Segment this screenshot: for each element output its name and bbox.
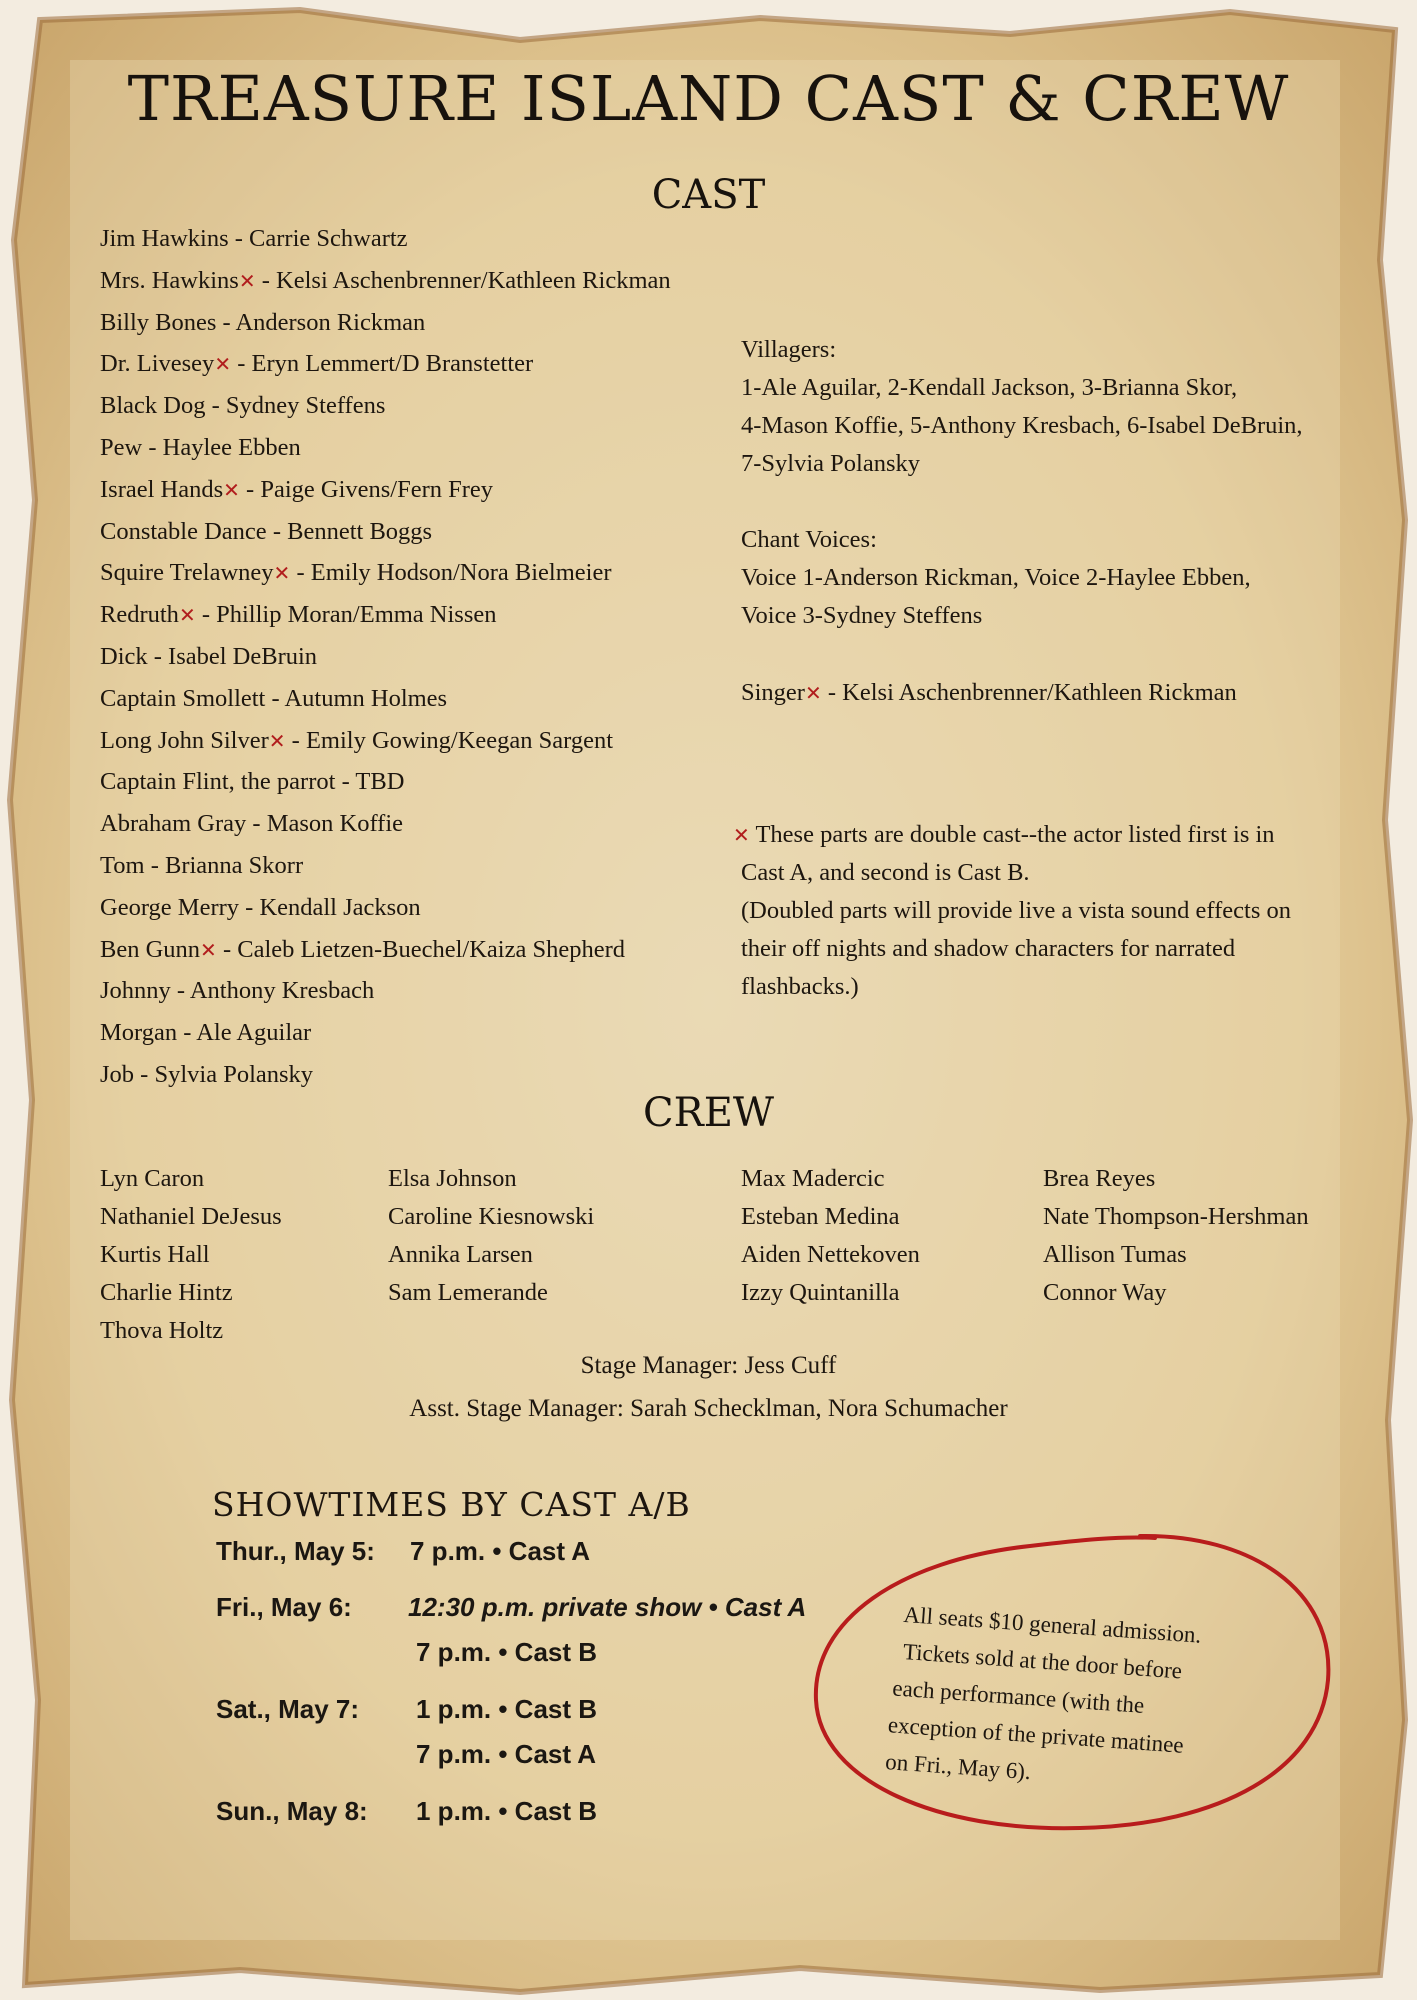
double-cast-note: ✕ These parts are double cast--the actor listed first is in Cast A, and second is Cast B. (Doubled parts will provide live a vista sound effects on their off nights and shadow characters for narrated flashbacks.) — [733, 821, 1291, 1000]
singer-line: Singer✕ - Kelsi Aschenbrenner/Kathleen Rickman — [741, 679, 1237, 706]
crew-column — [100, 1160, 282, 1350]
page-title: TREASURE ISLAND CAST & CREW — [127, 62, 1290, 135]
cast-row: Johnny - Anthony Kresbach — [100, 977, 375, 1005]
crew-member: Sam Lemerande — [388, 1279, 548, 1306]
crew-member: Esteban Medina — [741, 1203, 900, 1230]
villagers-line: 4-Mason Koffie, 5-Anthony Kresbach, 6-Isabel DeBruin, — [741, 412, 1303, 439]
double-cast-icon: ✕ — [238, 268, 256, 293]
cast-row: Captain Flint, the parrot - TBD — [100, 768, 405, 796]
crew-member: Lyn Caron — [100, 1165, 205, 1192]
showtime-day: Thur., May 5: — [216, 1536, 375, 1566]
cast-row: Squire Trelawney✕ - Emily Hodson/Nora Bielmeier — [100, 559, 612, 587]
cast-list — [100, 218, 671, 1096]
asst-stage-manager: Asst. Stage Manager: Sarah Schecklman, Nora Schumacher — [409, 1395, 1008, 1422]
crew-member: Nate Thompson-Hershman — [1043, 1203, 1309, 1230]
cast-row: Jim Hawkins - Carrie Schwartz — [100, 225, 408, 252]
cast-row: George Merry - Kendall Jackson — [100, 893, 421, 921]
double-cast-icon: ✕ — [268, 728, 286, 753]
crew-member: Aiden Nettekoven — [741, 1241, 920, 1268]
crew-column — [388, 1160, 594, 1312]
cast-row: Job - Sylvia Polansky — [100, 1060, 314, 1088]
chant-voices-line: Voice 1-Anderson Rickman, Voice 2-Haylee Ebben, — [741, 564, 1251, 591]
crew-member: Max Madercic — [741, 1165, 885, 1192]
crew-member: Annika Larsen — [388, 1241, 533, 1268]
chant-voices-line: Voice 3-Sydney Steffens — [741, 602, 983, 629]
cast-row: Billy Bones - Anderson Rickman — [100, 308, 426, 336]
crew-heading: CREW — [642, 1090, 775, 1136]
villagers-block — [741, 331, 1303, 483]
cast-row: Captain Smollett - Autumn Holmes — [100, 684, 448, 712]
double-cast-icon: ✕ — [178, 603, 196, 628]
showtime-time: 1 p.m. • Cast B — [416, 1694, 598, 1724]
cast-row: Ben Gunn✕ - Caleb Lietzen-Buechel/Kaiza Shepherd — [100, 935, 625, 963]
double-cast-icon: ✕ — [733, 823, 750, 847]
crew-column — [1043, 1160, 1309, 1312]
crew-member: Kurtis Hall — [100, 1241, 210, 1268]
stage-manager: Stage Manager: Jess Cuff — [580, 1352, 837, 1379]
double-cast-icon: ✕ — [200, 937, 217, 962]
cast-row: Pew - Haylee Ebben — [100, 433, 301, 461]
double-cast-icon: ✕ — [214, 352, 232, 377]
cast-row: Long John Silver✕ - Emily Gowing/Keegan Sargent — [100, 726, 614, 754]
cast-row: Tom - Brianna Skorr — [100, 851, 304, 879]
cast-row: Mrs. Hawkins✕ - Kelsi Aschenbrenner/Kathleen Rickman — [100, 266, 671, 294]
crew-member: Elsa Johnson — [388, 1165, 517, 1192]
chant-voices-block — [741, 521, 1251, 635]
showtime-time: 7 p.m. • Cast B — [416, 1637, 598, 1667]
showtime-time: 12:30 p.m. private show • Cast A — [408, 1592, 807, 1622]
crew-member: Charlie Hintz — [100, 1279, 233, 1306]
cast-heading: CAST — [651, 172, 766, 218]
crew-member: Thova Holtz — [100, 1317, 224, 1344]
showtime-time: 7 p.m. • Cast A — [416, 1739, 597, 1769]
double-cast-icon: ✕ — [804, 681, 822, 705]
crew-member: Nathaniel DeJesus — [100, 1203, 282, 1230]
showtime-day: Sun., May 8: — [216, 1796, 368, 1826]
villagers-line: 1-Ale Aguilar, 2-Kendall Jackson, 3-Brianna Skor, — [741, 374, 1238, 401]
showtime-day: Sat., May 7: — [216, 1694, 360, 1724]
cast-row: Abraham Gray - Mason Koffie — [100, 810, 404, 838]
crew-member: Allison Tumas — [1043, 1241, 1187, 1268]
crew-member: Connor Way — [1043, 1279, 1167, 1306]
villagers-line: 7-Sylvia Polansky — [741, 450, 920, 477]
cast-row: Israel Hands✕ - Paige Givens/Fern Frey — [100, 475, 494, 503]
cast-row: Redruth✕ - Phillip Moran/Emma Nissen — [100, 601, 497, 629]
double-cast-icon: ✕ — [273, 561, 291, 586]
showtime-day: Fri., May 6: — [216, 1592, 352, 1622]
admission-note: All seats $10 general admission. Tickets sold at the door before each performance (with the exception of the private matinee on Fri., May 6). — [884, 1601, 1203, 1785]
cast-row: Morgan - Ale Aguilar — [100, 1019, 312, 1047]
showtime-time: 1 p.m. • Cast B — [416, 1796, 598, 1826]
chant-voices-label: Chant Voices: — [741, 526, 877, 553]
showtimes-heading: SHOWTIMES BY CAST A/B — [212, 1485, 691, 1524]
cast-row: Dr. Livesey✕ - Eryn Lemmert/D Branstetter — [100, 350, 534, 378]
crew-column — [741, 1160, 920, 1312]
cast-row: Black Dog - Sydney Steffens — [100, 392, 386, 420]
showtime-time: 7 p.m. • Cast A — [410, 1536, 591, 1566]
cast-row: Constable Dance - Bennett Boggs — [100, 517, 433, 545]
crew-member: Izzy Quintanilla — [741, 1279, 900, 1306]
crew-member: Caroline Kiesnowski — [388, 1203, 595, 1230]
crew-member: Brea Reyes — [1043, 1165, 1156, 1192]
double-cast-icon: ✕ — [223, 477, 240, 502]
cast-row: Dick - Isabel DeBruin — [100, 642, 318, 670]
villagers-label: Villagers: — [741, 336, 837, 363]
